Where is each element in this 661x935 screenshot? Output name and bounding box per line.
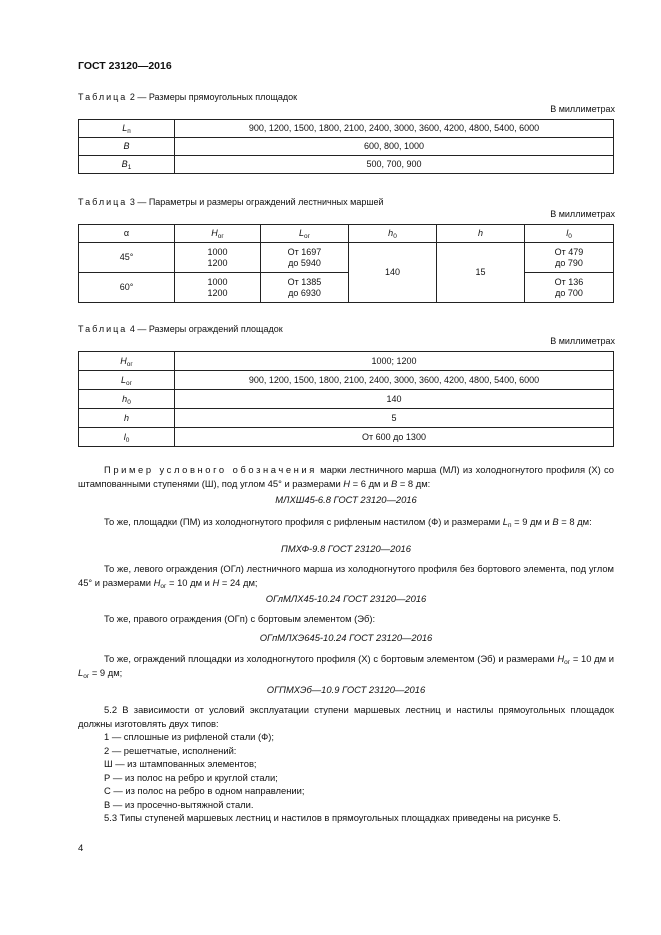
table-cell: 45°	[79, 243, 175, 273]
table-cell: От 479 до 790	[525, 243, 614, 273]
header-l0: $l_0$	[525, 225, 614, 243]
table3	[78, 224, 614, 303]
example-paragraph-3: То же, левого ограждения (ОГл) лестничного марша из холодногнутого профиля без бортового элемента, под углом 45° и размерами $H_{ог} = 10$ дм и H = 24 дм;	[78, 563, 614, 590]
table-cell: От 1385 до 6930	[261, 273, 349, 303]
table-cell: 1000 1200	[175, 273, 261, 303]
table-cell: $l_0$	[79, 428, 175, 447]
table-header-row	[79, 225, 614, 243]
table-cell: $h_0$	[79, 390, 175, 409]
table-row	[79, 428, 614, 447]
table-cell: 500, 700, 900	[175, 156, 614, 174]
table-row	[79, 390, 614, 409]
table-row	[79, 409, 614, 428]
table-cell: 900, 1200, 1500, 1800, 2100, 2400, 3000, 3600, 4200, 4800, 5400, 6000	[175, 120, 614, 138]
table3-caption-word: Таблица	[78, 197, 128, 207]
table-row	[79, 156, 614, 174]
table3-caption-text: 3 — Параметры и размеры ограждений лестничных маршей	[129, 197, 384, 207]
designation-code-3: ОГлМЛХ45-10.24 ГОСТ 23120—2016	[265, 593, 427, 604]
list-item: 1 — сплошные из рифленой стали (Ф);	[104, 731, 274, 742]
example-paragraph-1: Пример условного обозначения марки лестничного марша (МЛ) из холодногнутого профиля (Х) со штампованными ступенями (Ш), под углом 45° и размерами H = 6 дм и B = 8 дм:	[78, 464, 614, 489]
table-cell: B	[79, 138, 175, 156]
designation-code-2: ПМХФ-9.8 ГОСТ 23120—2016	[281, 543, 411, 554]
table-cell: 1000 1200	[175, 243, 261, 273]
header-h-og: $H_{ог}$	[175, 225, 261, 243]
table2	[78, 119, 614, 174]
list-item: Р — из полос на ребро и круглой стали;	[104, 772, 278, 783]
section-5-3: 5.3 Типы ступеней маршевых лестниц и настилов в прямоугольных площадках приведены на рисунке 5.	[104, 812, 561, 823]
table-cell: h	[79, 409, 175, 428]
table-cell: 60°	[79, 273, 175, 303]
designation-code-1: МЛХШ45-6.8 ГОСТ 23120—2016	[275, 494, 417, 505]
list-item: 2 — решетчатые, исполнений:	[104, 745, 237, 756]
table-cell: $L_п$	[79, 120, 175, 138]
table3-units: В миллиметрах	[550, 209, 615, 219]
table-cell: $H_{ог}$	[79, 352, 175, 371]
table4-caption-word: Таблица	[78, 324, 128, 334]
section-5-2: 5.2 В зависимости от условий эксплуатации ступени маршевых лестниц и настилы прямоугольных площадок должны изготовлять двух типов:	[78, 704, 614, 729]
table-row	[79, 120, 614, 138]
designation-code-4: ОГпМЛХЭ645-10.24 ГОСТ 23120—2016	[259, 632, 433, 643]
example-paragraph-5: То же, ограждений площадки из холодногнутого профиля (Х) с бортовым элементом (Эб) и размерами $H_{ог} = 10$ дм и $L_{ог} = 9$ дм;	[78, 653, 615, 680]
table-cell: 140	[175, 390, 614, 409]
example-paragraph-4: То же, правого ограждения (ОГп) с бортовым элементом (Эб):	[104, 613, 376, 624]
table2-caption	[78, 92, 297, 102]
table2-caption-word: Таблица	[78, 92, 128, 102]
table4	[78, 351, 614, 447]
list-item: В — из просечно-вытяжной стали.	[104, 799, 254, 810]
table-cell: $L_{ог}$	[79, 371, 175, 390]
table-row	[79, 352, 614, 371]
table-cell-h: 15	[437, 243, 525, 303]
table-cell: От 136 до 700	[525, 273, 614, 303]
table4-caption-text: 4 — Размеры ограждений площадок	[129, 324, 283, 334]
header-h0: $h_0$	[349, 225, 437, 243]
table-cell: От 600 до 1300	[175, 428, 614, 447]
table-row	[79, 371, 614, 390]
page-number: 4	[78, 843, 84, 854]
table2-units: В миллиметрах	[550, 104, 615, 114]
list-item: С — из полос на ребро в одном направлении;	[104, 785, 305, 796]
table-row	[79, 243, 614, 273]
table2-caption-text: 2 — Размеры прямоугольных площадок	[129, 92, 298, 102]
table3-caption	[78, 197, 384, 207]
header-alpha: α	[79, 225, 175, 243]
example-paragraph-2: То же, площадки (ПМ) из холодногнутого профиля с рифленым настилом (Ф) и размерами $L_п = 9$ дм и B = 8 дм:	[104, 516, 592, 529]
table-row	[79, 138, 614, 156]
table-cell-h0: 140	[349, 243, 437, 303]
table-row	[79, 273, 614, 303]
table-cell: $B_1$	[79, 156, 175, 174]
header-l-og: $L_{ог}$	[261, 225, 349, 243]
table-cell: 1000; 1200	[175, 352, 614, 371]
table-cell: 900, 1200, 1500, 1800, 2100, 2400, 3000, 3600, 4200, 4800, 5400, 6000	[175, 371, 614, 390]
table-cell: 5	[175, 409, 614, 428]
table4-units: В миллиметрах	[550, 336, 615, 346]
document-title: ГОСТ 23120—2016	[78, 60, 172, 72]
designation-code-5: ОГПМХЭб—10.9 ГОСТ 23120—2016	[266, 684, 426, 695]
table-cell: 600, 800, 1000	[175, 138, 614, 156]
table-cell: От 1697 до 5940	[261, 243, 349, 273]
table4-caption	[78, 324, 283, 334]
list-item: Ш — из штампованных элементов;	[104, 758, 257, 769]
header-h: h	[437, 225, 525, 243]
